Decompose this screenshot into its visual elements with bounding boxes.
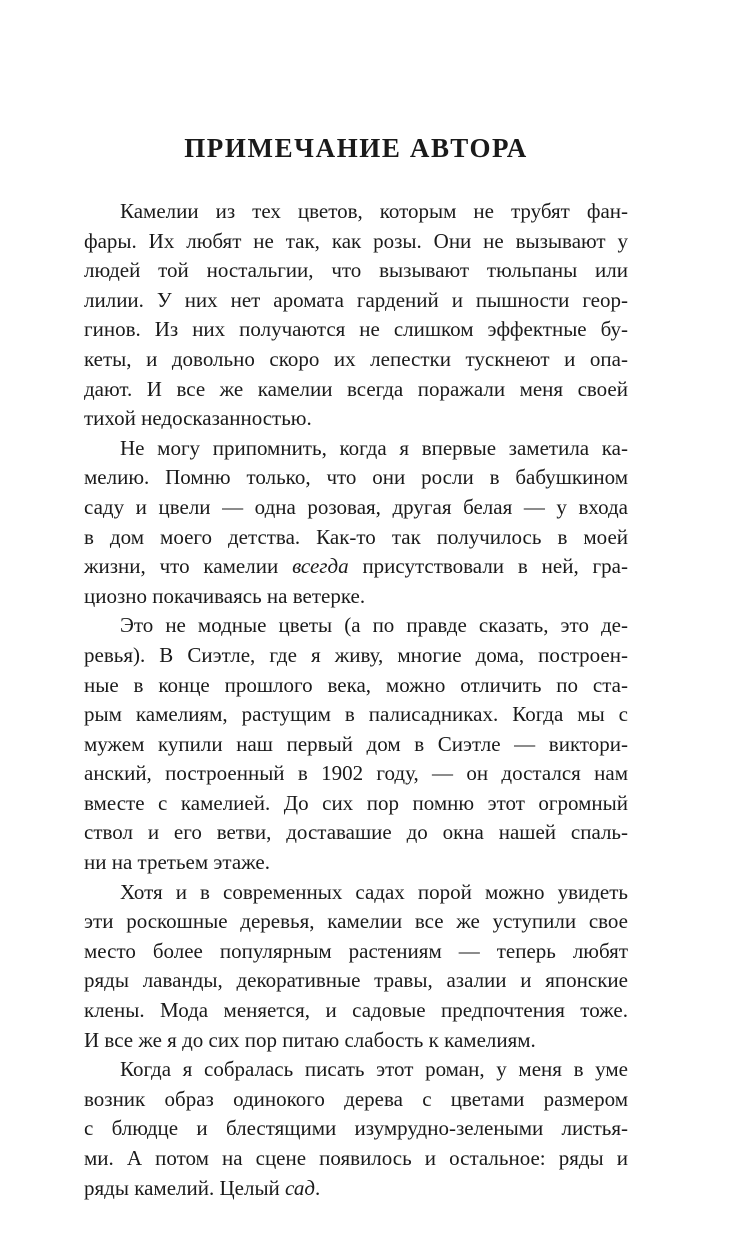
text-line: Не могу припомнить, когда я впервые заметила ка- <box>120 435 628 460</box>
text-segment: ряды камелий. Целый <box>84 1175 286 1200</box>
book-page <box>84 0 628 1241</box>
text-line: саду и цвели — одна розовая, другая белая — у входа <box>84 494 628 519</box>
text-line: фары. Их любят не так, как розы. Они не вызывают у <box>84 228 628 253</box>
text-line: ревья). В Сиэтле, где я живу, многие дома, построен- <box>84 642 628 667</box>
text-segment: жизни, что камелии <box>84 554 293 579</box>
text-line: гинов. Из них получаются не слишком эффектные бу- <box>84 317 628 342</box>
text-line: И все же я до сих пор питаю слабость к камелиям. <box>84 1027 536 1052</box>
paragraph-5 <box>84 1055 628 1203</box>
text-line: дают. И все же камелии всегда поражали меня своей <box>84 376 628 401</box>
text-line: тихой недосказанностью. <box>84 406 312 431</box>
italic-word: сад <box>285 1175 315 1200</box>
text-line: кеты, и довольно скоро их лепестки тускнеют и опа- <box>84 346 628 371</box>
text-segment: присутствовали в ней, гра- <box>348 554 628 579</box>
text-line: циозно покачиваясь на ветерке. <box>84 583 366 608</box>
text-line: ные в конце прошлого века, можно отличить по ста- <box>84 672 628 697</box>
text-line: Это не модные цветы (а по правде сказать, это де- <box>120 613 628 638</box>
text-line: Когда я собралась писать этот роман, у меня в уме <box>120 1057 628 1082</box>
text-line-with-italic <box>84 552 628 582</box>
text-line-with-italic <box>84 1174 628 1204</box>
text-segment: . <box>314 1175 321 1200</box>
text-line: мужем купили наш первый дом в Сиэтле — виктори- <box>84 731 628 756</box>
text-line: с блюдце и блестящими изумрудно-зелеными листья- <box>84 1116 628 1141</box>
text-line: ствол и его ветви, доставашие до окна нашей спаль- <box>84 820 628 845</box>
paragraph-4 <box>84 878 628 1056</box>
italic-word: всегда <box>292 554 349 579</box>
text-line: рым камелиям, растущим в палисадниках. Когда мы с <box>84 702 628 727</box>
body-text <box>84 197 628 1203</box>
text-line: анский, построенный в 1902 году, — он достался нам <box>84 761 628 786</box>
text-line: ряды лаванды, декоративные травы, азалии и японские <box>84 968 628 993</box>
text-line: людей той ностальгии, что вызывают тюльпаны или <box>84 258 628 283</box>
text-line: вместе с камелией. До сих пор помню этот огромный <box>84 790 628 815</box>
text-line: лилии. У них нет аромата гардений и пышности геор- <box>84 287 628 312</box>
text-line: ни на третьем этаже. <box>84 850 270 875</box>
text-line: в дом моего детства. Как-то так получилось в моей <box>84 524 628 549</box>
paragraph-1 <box>84 197 628 434</box>
text-line: мелию. Помню только, что они росли в бабушкином <box>84 465 628 490</box>
text-line: эти роскошные деревья, камелии все же уступили свое <box>84 909 628 934</box>
text-line: Хотя и в современных садах порой можно увидеть <box>120 879 628 904</box>
text-line: клены. Мода меняется, и садовые предпочтения тоже. <box>84 998 628 1023</box>
text-line: Камелии из тех цветов, которым не трубят фан- <box>120 199 628 223</box>
text-line: ми. А потом на сцене появилось и остальное: ряды и <box>84 1146 628 1170</box>
text-line: возник образ одинокого дерева с цветами размером <box>84 1086 628 1111</box>
paragraph-2 <box>84 434 628 612</box>
page-title: ПРИМЕЧАНИЕ АВТОРА <box>184 133 528 163</box>
text-line: место более популярным растениям — теперь любят <box>84 938 628 963</box>
paragraph-3 <box>84 611 628 877</box>
